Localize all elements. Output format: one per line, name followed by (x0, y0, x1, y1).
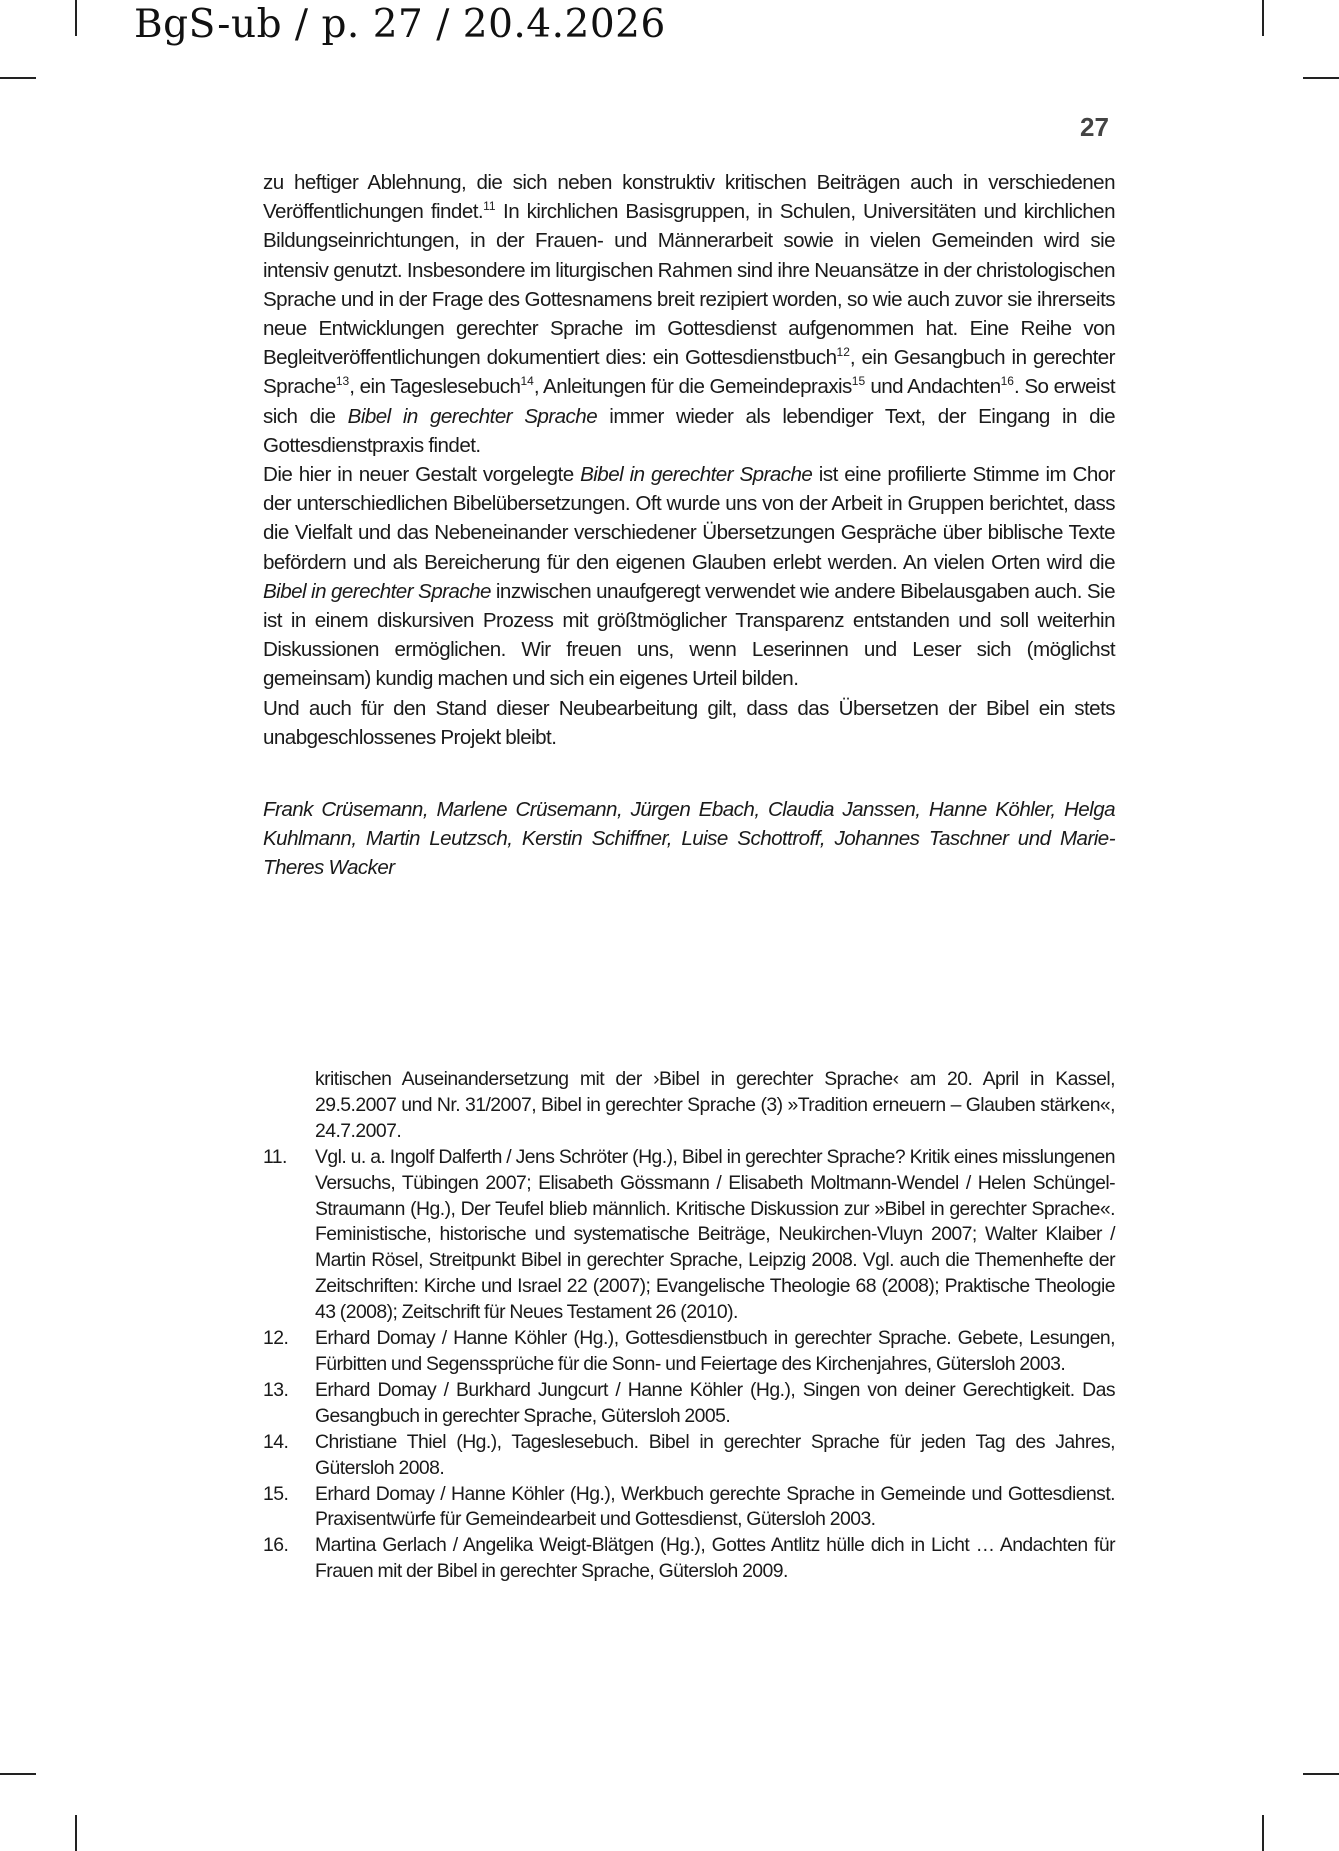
footnote-ref-11: 11 (483, 199, 496, 214)
text-span: zu heftiger Ablehnung, die sich neben konstruktiv kritischen Beiträgen auch in verschiedenen Veröffentlichungen findet. (263, 171, 1115, 224)
footnote-ref-16: 16 (1000, 374, 1014, 389)
crop-mark-bottom-right-horizontal (1303, 1773, 1339, 1775)
text-span: , ein Gesangbuch in gerechter Sprache (263, 346, 1115, 399)
footnote-number: 12. (263, 1327, 289, 1350)
footnote-number: 16. (263, 1534, 289, 1557)
footnote-number: 15. (263, 1482, 289, 1505)
footnote-text: Erhard Domay / Hanne Köhler (Hg.), Werkbuch gerechte Sprache in Gemeinde und Gottesdienst. Praxisentwürfe für Gemeindearbeit und Gottesdienst, Gütersloh 2003. (315, 1482, 1115, 1531)
paragraph-2 (263, 460, 1115, 694)
italic-title: Bibel in gerechter Sprache (347, 404, 598, 428)
footnote-11 (263, 1145, 1115, 1326)
footnote-number: 14. (263, 1430, 289, 1453)
text-span: inzwischen unaufgeregt verwendet wie andere Bibelausgaben auch. Sie ist in einem diskursiven Prozess mit größtmöglicher Transparenz entstanden und soll weiterhin Diskussionen ermöglichen. Wir freuen uns, wenn Leserinnen und Leser sich (möglichst gemeinsam) kundig machen und sich ein eigenes Urteil bilden. (263, 579, 1115, 691)
footnote-text: Martina Gerlach / Angelika Weigt-Blätgen (Hg.), Gottes Antlitz hülle dich in Licht … Andachten für Frauen mit der Bibel in gerechter Sprache, Gütersloh 2009. (315, 1534, 1115, 1583)
footnote-ref-14: 14 (520, 374, 534, 389)
crop-mark-bottom-left-horizontal (0, 1773, 36, 1775)
footnote-text: Christiane Thiel (Hg.), Tageslesebuch. Bibel in gerechter Sprache für jeden Tag des Jahres, Gütersloh 2008. (315, 1430, 1115, 1479)
paragraph-1 (263, 168, 1115, 460)
footnote-16 (263, 1533, 1115, 1585)
crop-mark-top-right-vertical (1262, 0, 1264, 36)
crop-mark-bottom-right-vertical (1262, 1815, 1264, 1851)
text-span: In kirchlichen Basisgruppen, in Schulen, Universitäten und kirchlichen Bildungseinrichtungen, in der Frauen- und Männerarbeit sowie in vielen Gemeinden wird sie intensiv genutzt. Insbesondere im liturgischen Rahmen sind ihre Neuansätze in der christologischen Sprache und in der Frage des Gottesnamens breit rezipiert worden, so wie auch zuvor sie ihrerseits neue Entwicklungen gerechter Sprache im Gottesdienst aufgenommen hat. Eine Reihe von Begleitveröffentlichungen dokumentiert dies: ein Gottesdienstbuch (263, 200, 1115, 370)
footnote-text: Erhard Domay / Burkhard Jungcurt / Hanne Köhler (Hg.), Singen von deiner Gerechtigkeit. Das Gesangbuch in gerechter Sprache, Gütersloh 2005. (315, 1378, 1115, 1427)
crop-mark-bottom-left-vertical (75, 1815, 77, 1851)
footnote-13 (263, 1378, 1115, 1430)
text-span: . So erweist sich die (263, 375, 1115, 428)
crop-mark-top-right-horizontal (1303, 77, 1339, 79)
header-stamp: BgS-ub / p. 27 / 20.4.2026 (134, 2, 666, 47)
footnotes (263, 1067, 1115, 1585)
main-text (263, 168, 1115, 752)
footnote-text: Erhard Domay / Hanne Köhler (Hg.), Gottesdienstbuch in gerechter Sprache. Gebete, Lesungen, Fürbitten und Segenssprüche für die Sonn- und Feiertage des Kirchenjahres, Gütersloh 2003. (315, 1327, 1115, 1375)
crop-mark-top-left-vertical (75, 0, 77, 36)
text-span: Die hier in neuer Gestalt vorgelegte (263, 463, 581, 487)
text-span: , ein Tageslesebuch (349, 375, 521, 399)
footnote-number: 13. (263, 1378, 289, 1401)
footnote-15 (263, 1482, 1115, 1534)
author-list: Frank Crüsemann, Marlene Crüsemann, Jürgen Ebach, Claudia Janssen, Hanne Köhler, Helga Kuhlmann, Martin Leutzsch, Kerstin Schiffner, Luise Schottroff, Johannes Taschner und Marie-Theres Wacker (263, 798, 1115, 880)
text-span: immer wieder als lebendiger Text, der Eingang in die Gottesdienstpraxis findet. (263, 404, 1115, 457)
footnote-14 (263, 1430, 1115, 1482)
footnote-number: 11. (263, 1145, 287, 1168)
text-span: ist eine profilierte Stimme im Chor der unterschiedlichen Bibelübersetzungen. Oft wurde uns von der Arbeit in Gruppen berichtet, dass die Vielfalt und das Nebeneinander verschiedener Übersetzungen Gespräche über biblische Texte befördern und als Bereicherung für den eigenen Glauben erlebt werden. An vielen Orten wird die (263, 463, 1115, 574)
footnote-continuation: kritischen Auseinandersetzung mit der ›Bibel in gerechter Sprache‹ am 20. April in Kassel, 29.5.2007 und Nr. 31/2007, Bibel in gerechter Sprache (3) »Tradition erneuern – Glauben stärken«, 24.7.2007. (315, 1068, 1115, 1142)
footnote-ref-12: 12 (836, 345, 850, 360)
italic-title: Bibel in gerechter Sprache (580, 463, 813, 487)
text-span: , Anleitungen für die Gemeindepraxis (533, 375, 852, 399)
footnote-ref-15: 15 (851, 374, 866, 389)
footnote-12 (263, 1326, 1115, 1378)
page-number: 27 (1080, 112, 1109, 142)
text-span: und Andachten (865, 375, 1001, 399)
footnote-ref-13: 13 (335, 374, 350, 389)
paragraph-3: Und auch für den Stand dieser Neubearbeitung gilt, dass das Übersetzen der Bibel ein stets unabgeschlossenes Projekt bleibt. (263, 696, 1115, 749)
italic-title: Bibel in gerechter Sprache (263, 579, 491, 603)
footnote-text: Vgl. u. a. Ingolf Dalferth / Jens Schröter (Hg.), Bibel in gerechter Sprache? Kritik eines misslungenen Versuchs, Tübingen 2007; Elisabeth Gössmann / Elisabeth Moltmann-Wendel / Helen Schüngel-Straumann (Hg.), Der Teufel blieb männlich. Kritische Diskussion zur »Bibel in gerechter Sprache«. Feministische, historische und systematische Beiträge, Neukirchen-Vluyn 2007; Walter Klaiber / Martin Rösel, Streitpunkt Bibel in gerechter Sprache, Leipzig 2008. Vgl. auch die Themenhefte der Zeitschriften: Kirche und Israel 22 (2007); Evangelische Theologie 68 (2008); Praktische Theologie 43 (2008); Zeitschrift für Neues Testament 26 (2010). (315, 1145, 1115, 1324)
crop-mark-top-left-horizontal (0, 77, 36, 79)
